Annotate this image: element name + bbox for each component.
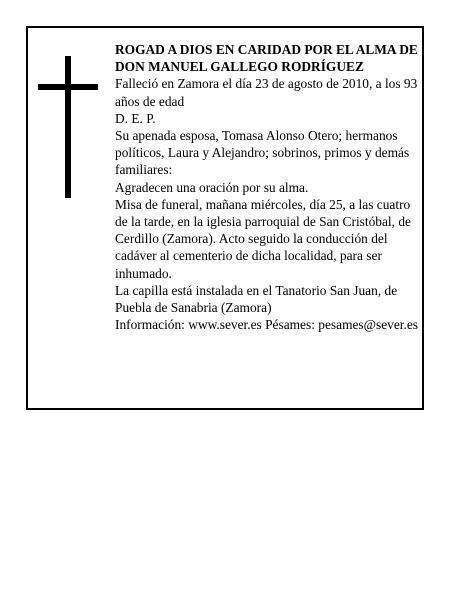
rip-line: D. E. P. — [115, 110, 156, 126]
chapel-location: La capilla está instalada en el Tanatorio San Juan, de Puebla de Sanabria (Zamora) — [115, 282, 398, 316]
cross-icon — [38, 56, 98, 198]
heading-line-1: ROGAD A DIOS EN CARIDAD POR EL ALMA DE — [115, 42, 418, 57]
death-statement: Falleció en Zamora el día 23 de agosto de 2010, a los 93 años de edad — [115, 76, 418, 109]
contact-info: Información: www.sever.es Pésames: pesames@sever.es — [115, 317, 418, 333]
notice-text — [115, 41, 420, 333]
funeral-details: Misa de funeral, mañana miércoles, día 25, a las cuatro de la tarde, en la iglesia parroquial de San Cristóbal, de Cerdillo (Zamora). Acto seguido la conducción del cadáver al cementerio de dicha localidad, para ser inhumado. — [115, 196, 411, 281]
prayer-request: Agradecen una oración por su alma. — [115, 179, 309, 195]
obituary-notice — [26, 26, 424, 410]
cross-vertical-bar — [65, 56, 71, 198]
family-list: Su apenada esposa, Tomasa Alonso Otero; hermanos políticos, Laura y Alejandro; sobrinos, primos y demás familiares: — [115, 128, 410, 178]
cross-horizontal-bar — [38, 84, 98, 90]
deceased-name: DON MANUEL GALLEGO RODRÍGUEZ — [115, 59, 364, 75]
